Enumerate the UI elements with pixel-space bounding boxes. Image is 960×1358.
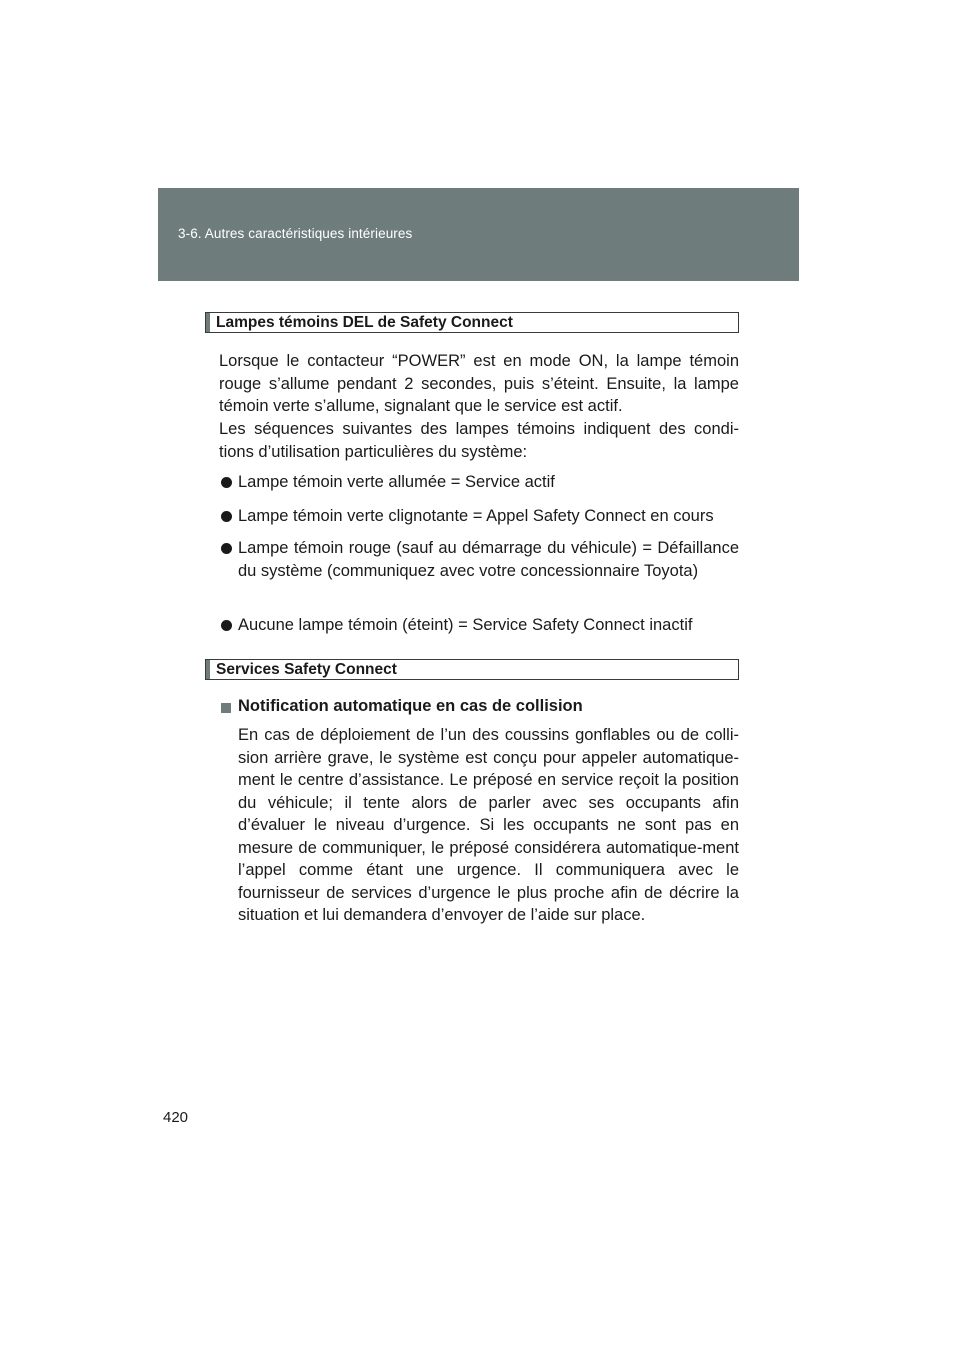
subheading-square-icon (221, 703, 231, 713)
bullet-item: Lampe témoin rouge (sauf au démarrage du véhicule) = Défaillance du système (communiquez avec votre concessionnaire Toyota) (238, 539, 739, 580)
paragraph-lamp-sequences: Les séquences suivantes des lampes témoins indiquent des condi-tions d’utilisation particulières du système: (219, 420, 739, 461)
section-marker (206, 660, 210, 679)
bullet-item: Aucune lampe témoin (éteint) = Service Safety Connect inactif (238, 616, 693, 634)
bullet-dot-icon (221, 511, 232, 522)
chapter-title: 3-6. Autres caractéristiques intérieures (178, 226, 413, 241)
chapter-header-band (158, 188, 799, 281)
section-heading-led-lamps (205, 312, 739, 333)
bullet-dot-icon (221, 620, 232, 631)
section-marker (206, 313, 210, 332)
section-title: Services Safety Connect (216, 661, 397, 678)
bullet-item: Lampe témoin verte allumée = Service actif (238, 473, 555, 491)
paragraph-power-on: Lorsque le contacteur “POWER” est en mode ON, la lampe témoin rouge s’allume pendant 2 secondes, puis s’éteint. Ensuite, la lampe témoin verte s’allume, signalant que le service est actif. (219, 352, 739, 415)
page-number: 420 (163, 1109, 189, 1126)
section-heading-services (205, 659, 739, 680)
subheading-collision-notification: Notification automatique en cas de collision (238, 697, 583, 715)
paragraph-collision-notification: En cas de déploiement de l’un des coussins gonflables ou de colli-sion arrière grave, le système est conçu pour appeler automatique-ment le centre d’assistance. Le préposé en service reçoit la position du véhicule; il tente alors de parler avec ses occupants afin d’évaluer le niveau d’urgence. Si les occupants ne sont pas en mesure de communiquer, le préposé considérera automatique-ment l’appel comme étant une urgence. Il communiquera avec le fournisseur de services d’urgence le plus proche afin de décrire la situation et lui demandera d’envoyer de l’aide sur place. (238, 726, 739, 924)
bullet-dot-icon (221, 477, 232, 488)
bullet-dot-icon (221, 543, 232, 554)
section-title: Lampes témoins DEL de Safety Connect (216, 314, 513, 331)
bullet-item: Lampe témoin verte clignotante = Appel Safety Connect en cours (238, 507, 714, 525)
